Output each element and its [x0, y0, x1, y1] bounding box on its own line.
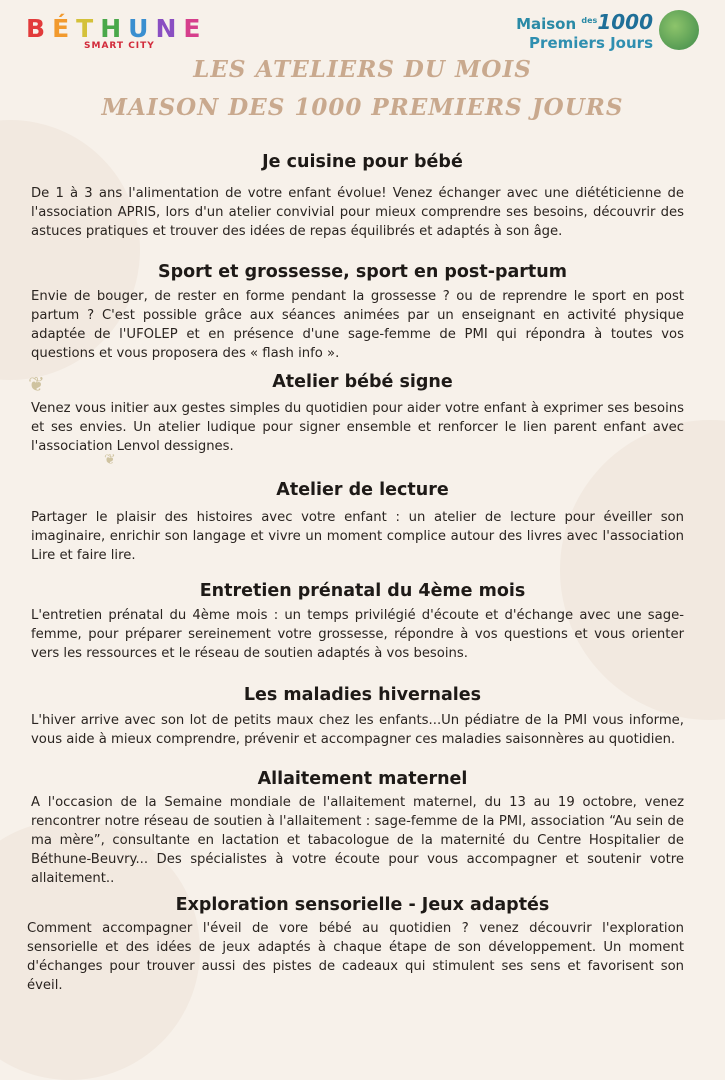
leaf-icon: ❦ — [28, 372, 45, 396]
section-title: Entretien prénatal du 4ème mois — [199, 581, 526, 601]
section-title: Exploration sensorielle - Jeux adaptés — [175, 895, 550, 915]
section-text: L'hiver arrive avec son lot de petits maux chez les enfants...Un pédiatre de la PMI vous informe, vous aide à mieux comprendre, prévenir et accompagner ces maladies saisonnères au quotidien. — [31, 713, 684, 747]
bethune-logo-letter: B — [26, 14, 53, 43]
section-title: Je cuisine pour bébé — [262, 152, 463, 172]
section-text: A l'occasion de la Semaine mondiale de l'allaitement maternel, du 13 au 19 octobre, venez rencontrer notre réseau de soutien à l'allaitement : sage-femme de la PMI, association “Au sein de ma mère”, consultante en lactation et tabacologue de la maternité du Centre Hospitalier de Béthune-Beuvry... Des spécialistes à votre écoute pour vous accompagner et soutenir votre allaitement.. — [31, 795, 684, 886]
bethune-logo-letter: N — [155, 14, 184, 43]
background-shape — [560, 420, 725, 720]
section-text: Envie de bouger, de rester en forme pendant la grossesse ? ou de reprendre le sport en post partum ? C'est possible grâce aux séances animées par un enseignant en activité physique adaptée de l'UFOLEP et en présence d'une sage-femme de PMI qui répondra à toutes vos questions et vous proposera des « flash info ». — [31, 289, 684, 361]
maison-logo-line2: Premiers Jours — [529, 34, 653, 52]
section-title: Sport et grossesse, sport en post-partum — [158, 262, 567, 282]
maison-logo-word: Maison — [516, 15, 577, 33]
leaf-icon: ❦ — [104, 452, 116, 468]
bethune-logo-letter: É — [52, 14, 77, 43]
section-title: Allaitement maternel — [257, 769, 468, 789]
maison-logo-des: des — [581, 16, 598, 25]
bethune-logo — [26, 14, 207, 51]
bethune-logo-subtitle: SMART CITY — [84, 41, 155, 51]
bethune-logo-word — [26, 14, 207, 43]
section-text: Comment accompagner l'éveil de vore bébé au quotidien ? venez découvrir l'exploration sensorielle et des idées de jeux adaptés à chaque étape de son développement. Un moment d'échanges pour trouver aussi des pistes de cadeaux qui stimulent ses sens et favorisent son éveil. — [27, 921, 684, 993]
maison-logo-number: 1000 — [597, 10, 653, 34]
bethune-logo-letter: E — [183, 14, 208, 43]
section-text: Venez vous initier aux gestes simples du quotidien pour aider votre enfant à exprimer ses besoins et ses envies. Un atelier ludique pour signer ensemble et renforcer le lien parent enfant avec l'association Lenvol dessignes. — [31, 401, 684, 454]
page-title-line1: LES ATELIERS DU MOIS — [193, 56, 532, 83]
globe-icon — [659, 10, 699, 50]
section-title: Atelier de lecture — [276, 480, 449, 500]
bethune-logo-letter: U — [128, 14, 156, 43]
section-title: Atelier bébé signe — [272, 372, 453, 392]
section-text: De 1 à 3 ans l'alimentation de votre enfant évolue! Venez échanger avec une diététicienne de l'association APRIS, lors d'un atelier convivial pour mieux comprendre ses besoins, découvrir des astuces pratiques et trouver des idées de repas équilibrés et adaptés à son âge. — [31, 186, 684, 239]
page-title-line2: MAISON DES 1000 PREMIERS JOURS — [101, 94, 624, 121]
section-text: L'entretien prénatal du 4ème mois : un temps privilégié d'écoute et d'échange avec une sage-femme, pour préparer sereinement votre grossesse, répondre à vos questions et vous orienter vers les ressources et le réseau de soutien adaptés à vos besoins. — [31, 608, 684, 661]
bethune-logo-letter: T — [76, 14, 101, 43]
bethune-logo-letter: H — [100, 14, 129, 43]
maison-logo-line1 — [516, 10, 653, 34]
section-title: Les maladies hivernales — [243, 685, 482, 705]
maison-1000-logo — [516, 10, 693, 52]
section-text: Partager le plaisir des histoires avec votre enfant : un atelier de lecture pour éveiller son imaginaire, enrichir son langage et vivre un moment complice autour des livres avec l'association Lire et faire lire. — [31, 510, 684, 563]
